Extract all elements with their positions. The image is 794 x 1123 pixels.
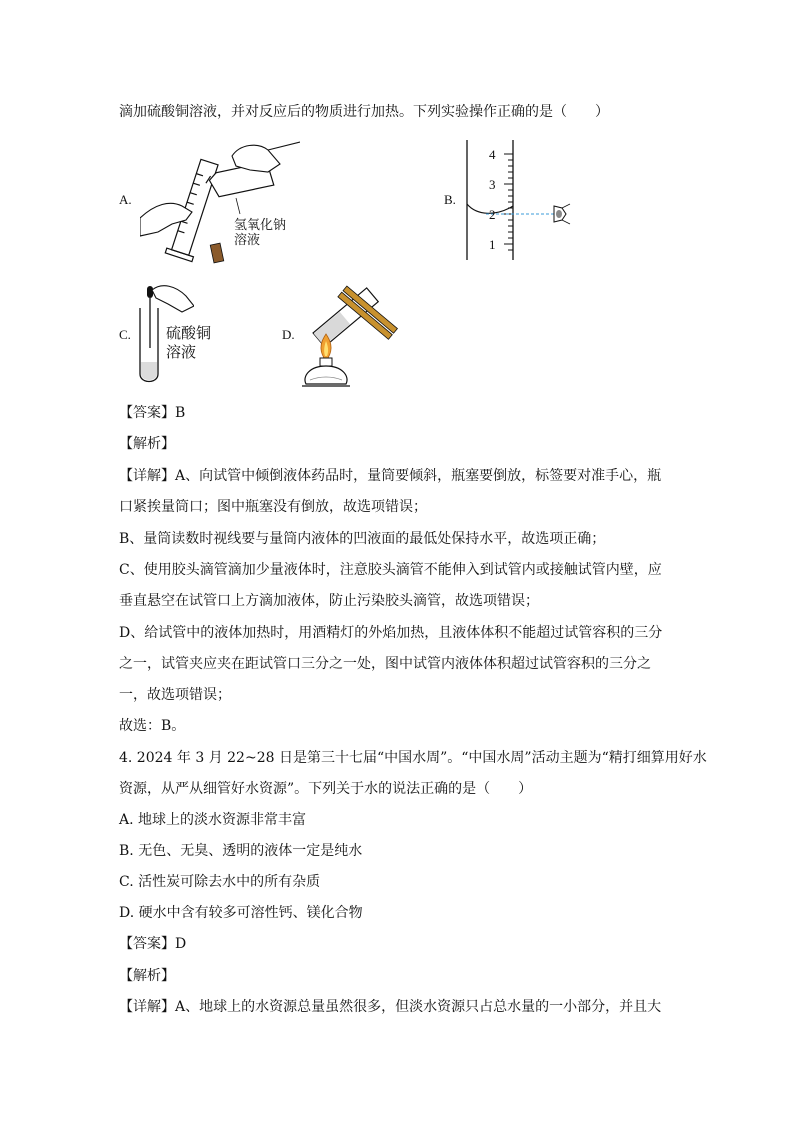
q4-stem-line-1: 4. 2024 年 3 月 22~28 日是第三十七届“中国水周”。“中国水周”活动主题为“精打细算用好水 [119, 750, 707, 766]
analysis-line: 一，故选项错误； [119, 687, 231, 703]
analysis-line: B、量筒读数时视线要与量筒内液体的凹液面的最低处保持水平，故选项正确； [119, 531, 606, 547]
answer-q4: 【答案】D [119, 936, 187, 952]
q4-option-d: D. 硬水中含有较多可溶性钙、镁化合物 [119, 905, 363, 921]
q4-option-b: B. 无色、无臭、透明的液体一定是纯水 [119, 843, 363, 859]
option-d-label: D. [282, 327, 295, 342]
q4-stem-line-2: 资源，从严从细管好水资源”。下列关于水的说法正确的是（ ） [119, 781, 533, 797]
figure-d-heating-test-tube [296, 280, 406, 392]
figure-c-caption-1: 硫酸铜 [166, 324, 212, 342]
cylinder-tick-1: 1 [489, 237, 496, 252]
figure-a-caption-1: 氢氧化钠 [234, 218, 287, 233]
analysis-line: 【详解】A、向试管中倾倒液体药品时，量筒要倾斜，瓶塞要倒放，标签要对准手心，瓶 [119, 468, 662, 484]
q4-option-a: A. 地球上的淡水资源非常丰富 [119, 812, 307, 828]
analysis-line: 故选：B。 [119, 718, 186, 734]
option-a-label: A. [119, 192, 132, 207]
analysis-line: 口紧挨量筒口；图中瓶塞没有倒放，故选项错误； [119, 499, 427, 515]
figure-b-cylinder-reading [462, 138, 582, 262]
analysis-heading-q4: 【解析】 [119, 968, 175, 984]
answer-q3: 【答案】B [119, 405, 186, 421]
analysis-line: 之一，试管夹应夹在距试管口三分之一处，图中试管内液体体积超过试管容积的三分之 [119, 656, 651, 672]
cylinder-tick-2: 2 [489, 207, 496, 222]
cylinder-tick-3: 3 [489, 177, 496, 192]
figure-a-pouring-into-cylinder [140, 140, 300, 268]
analysis-line: C、使用胶头滴管滴加少量液体时，注意胶头滴管不能伸入到试管内或接触试管内壁，应 [119, 562, 662, 578]
analysis-heading-q3: 【解析】 [119, 436, 175, 452]
q4-option-c: C. 活性炭可除去水中的所有杂质 [119, 874, 321, 890]
cylinder-tick-4: 4 [489, 147, 496, 162]
option-c-label: C. [119, 327, 131, 342]
figure-a-caption-2: 溶液 [234, 233, 261, 248]
analysis-line: 垂直悬空在试管口上方滴加液体，防止污染胶头滴管，故选项错误； [119, 593, 539, 609]
question-intro: 滴加硫酸铜溶液，并对反应后的物质进行加热。下列实验操作正确的是（ ） [119, 104, 609, 120]
figure-c-caption-2: 溶液 [166, 343, 197, 361]
option-b-label: B. [444, 192, 456, 207]
analysis-line: D、给试管中的液体加热时，用酒精灯的外焰加热，且液体体积不能超过试管容积的三分 [119, 625, 663, 641]
q4-analysis-line: 【详解】A、地球上的水资源总量虽然很多，但淡水资源只占总水量的一小部分，并且大 [119, 999, 662, 1015]
